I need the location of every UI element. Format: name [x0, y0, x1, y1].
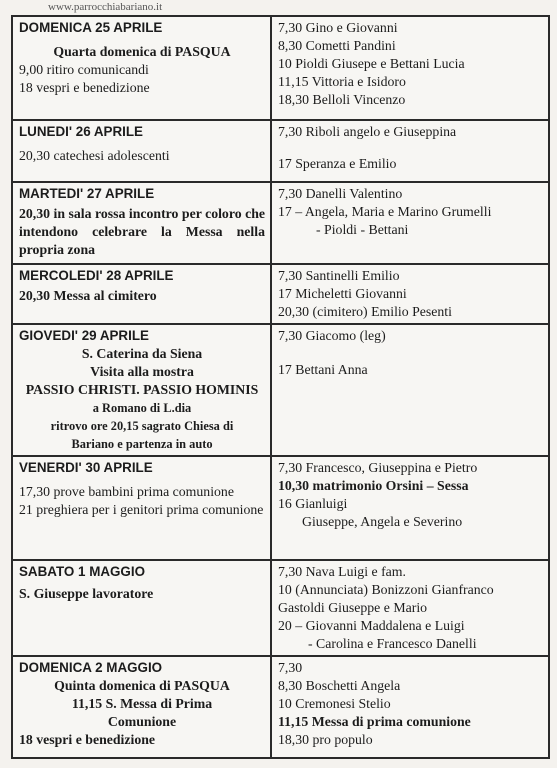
mass-line: 10 Cremonesi Stelio: [278, 696, 391, 711]
event-line: 20,30 in sala rossa incontro per coloro che intendono celebrare la Messa nella propria zona: [19, 206, 265, 257]
mass-line: 11,15 Messa di prima comunione: [278, 714, 471, 729]
event-line: 21 preghiera per i genitori prima comunione: [19, 502, 264, 517]
day-title: MARTEDI' 27 APRILE: [19, 186, 155, 201]
day-events-cell: [12, 16, 271, 120]
mass-line: 7,30 Danelli Valentino: [278, 186, 403, 201]
day-events-cell: [12, 456, 271, 560]
day-events-cell: [12, 264, 271, 324]
mass-line: 7,30 Santinelli Emilio: [278, 268, 400, 283]
mass-line: 7,30 Nava Luigi e fam.: [278, 564, 406, 579]
mass-intentions-cell: [271, 16, 549, 120]
mass-line: 18,30 pro populo: [278, 732, 373, 747]
mass-line: 17 Speranza e Emilio: [278, 156, 397, 171]
mass-line: 10 Pioldi Giusepe e Bettani Lucia: [278, 56, 465, 71]
event-line: PASSIO CHRISTI. PASSIO HOMINIS: [25, 382, 259, 397]
mass-line: 7,30 Giacomo (leg): [278, 328, 386, 343]
event-line: S. Caterina da Siena: [81, 346, 203, 361]
schedule-row: [12, 16, 549, 120]
mass-line: 20,30 (cimitero) Emilio Pesenti: [278, 304, 452, 319]
event-line: 11,15 S. Messa di Prima: [71, 696, 213, 711]
mass-intentions-cell: [271, 656, 549, 758]
mass-line: - Pioldi - Bettani: [316, 222, 409, 237]
event-line: Bariano e partenza in auto: [71, 437, 213, 451]
event-line: ritrovo ore 20,15 sagrato Chiesa di: [50, 419, 234, 433]
event-line: 20,30 Messa al cimitero: [19, 288, 157, 303]
day-events-cell: [12, 324, 271, 456]
mass-line: 17 – Angela, Maria e Marino Grumelli: [278, 204, 492, 219]
event-line: Quarta domenica di PASQUA: [53, 44, 231, 59]
event-line: Comunione: [107, 714, 177, 729]
mass-intentions-cell: [271, 560, 549, 656]
mass-line: Giuseppe, Angela e Severino: [302, 514, 463, 529]
event-line: 18 vespri e benedizione: [19, 80, 150, 95]
mass-line: 17 Bettani Anna: [278, 362, 368, 377]
event-line: Visita alla mostra: [90, 364, 194, 379]
mass-line: 7,30 Riboli angelo e Giuseppina: [278, 124, 457, 139]
mass-line: 7,30 Gino e Giovanni: [278, 20, 398, 35]
event-line: S. Giuseppe lavoratore: [19, 586, 154, 601]
day-title: DOMENICA 25 APRILE: [19, 20, 163, 35]
mass-line: Gastoldi Giuseppe e Mario: [278, 600, 428, 615]
mass-intentions-cell: [271, 182, 549, 264]
day-title: MERCOLEDI' 28 APRILE: [19, 268, 174, 283]
mass-line: 16 Gianluigi: [278, 496, 348, 511]
event-line: a Romano di L.dia: [92, 401, 192, 415]
event-line: 17,30 prove bambini prima comunione: [19, 484, 234, 499]
mass-line: 8,30 Cometti Pandini: [278, 38, 396, 53]
mass-line: 18,30 Belloli Vincenzo: [278, 92, 406, 107]
day-title: LUNEDI' 26 APRILE: [19, 124, 143, 139]
event-line: Quinta domenica di PASQUA: [54, 678, 230, 693]
mass-line: 17 Micheletti Giovanni: [278, 286, 407, 301]
day-title: SABATO 1 MAGGIO: [19, 564, 145, 579]
day-title: VENERDI' 30 APRILE: [19, 460, 153, 475]
mass-line: 10,30 matrimonio Orsini – Sessa: [278, 478, 469, 493]
schedule-row: [12, 120, 549, 182]
mass-line: 20 – Giovanni Maddalena e Luigi: [278, 618, 465, 633]
mass-intentions-cell: [271, 120, 549, 182]
mass-line: 7,30 Francesco, Giuseppina e Pietro: [278, 460, 478, 475]
event-line: 20,30 catechesi adolescenti: [19, 148, 170, 163]
schedule-row: [12, 560, 549, 656]
day-title: GIOVEDI' 29 APRILE: [19, 328, 149, 343]
schedule-row: [12, 456, 549, 560]
day-events-cell: [12, 182, 271, 264]
day-events-cell: [12, 560, 271, 656]
mass-intentions-cell: [271, 324, 549, 456]
event-line: 9,00 ritiro comunicandi: [19, 62, 149, 77]
mass-intentions-cell: [271, 456, 549, 560]
schedule-row: [12, 182, 549, 264]
schedule-row: [12, 656, 549, 758]
page-header-url: www.parrocchiabariano.it: [48, 1, 163, 13]
mass-line: 7,30: [278, 660, 303, 675]
mass-line: 8,30 Boschetti Angela: [278, 678, 401, 693]
schedule-row: [12, 324, 549, 456]
mass-intentions-cell: [271, 264, 549, 324]
schedule-row: [12, 264, 549, 324]
mass-line: 11,15 Vittoria e Isidoro: [278, 74, 406, 89]
mass-line: - Carolina e Francesco Danelli: [308, 636, 477, 651]
day-title: DOMENICA 2 MAGGIO: [19, 660, 163, 675]
event-line: 18 vespri e benedizione: [19, 732, 156, 747]
day-events-cell: [12, 120, 271, 182]
day-events-cell: [12, 656, 271, 758]
mass-line: 10 (Annunciata) Bonizzoni Gianfranco: [278, 582, 494, 597]
weekly-schedule-table: [11, 15, 550, 759]
